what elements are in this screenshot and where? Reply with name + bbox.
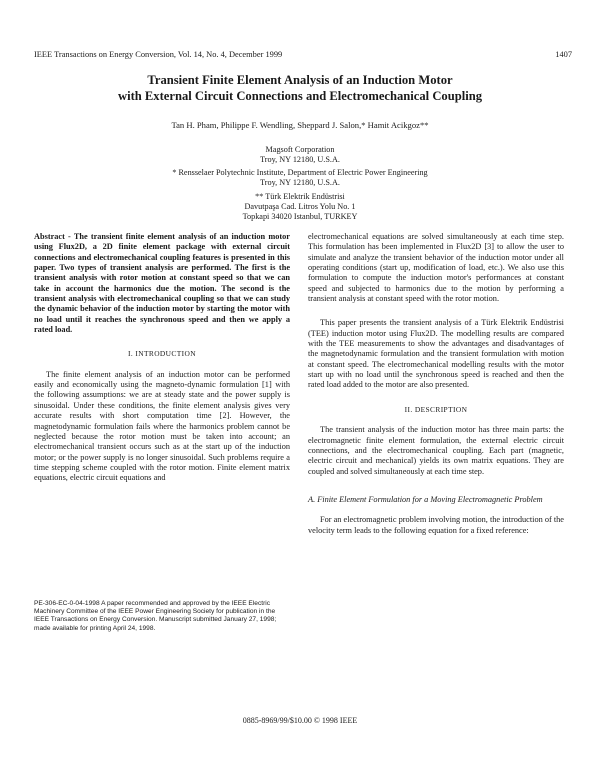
subsection-heading: A. Finite Element Formulation for a Moving Electromagnetic Problem [308,494,543,504]
affiliation-rpi [0,168,600,188]
section-heading-introduction: I. INTRODUCTION [128,349,196,359]
left-column [34,232,290,484]
affiliation-magsoft [0,145,600,165]
affiliation-line: Troy, NY 12180, U.S.A. [260,178,340,187]
affiliation-line: * Rensselaer Polytechnic Institute, Department of Electric Power Engineering [172,168,428,177]
right-column [308,232,564,536]
journal-citation: IEEE Transactions on Energy Conversion, Vol. 14, No. 4, December 1999 [34,50,283,59]
abstract [34,232,290,335]
affiliation-line: ** Türk Elektrik Endüstrisi [255,192,345,201]
page-number: 1407 [555,50,572,59]
affiliation-line: Troy, NY 12180, U.S.A. [260,155,340,164]
paragraph: electromechanical equations are solved simultaneously at each time step. This formulation has been implemented in Flux2D [3] to allow the user to simulate and analyze the transient behavior of the induction motor under all operating conditions (start up, modification of load, etc.). We also use this formulation to compute the induction motor's performances at constant speed and subjected to harmonics due to the motion by performing a transient analysis at constant speed with the rotor motion. [308,232,564,304]
paragraph: For an electromagnetic problem involving motion, the introduction of the velocity term leads to the following equation for a fixed reference: [308,515,564,535]
footnote: PE-306-EC-0-04-1998 A paper recommended and approved by the IEEE Electric Machinery Committee of the IEEE Power Engineering Society for publication in the IEEE Transactions on Energy Conversion. Manuscript submitted January 27, 1998; made available for printing April 24, 1998. [34,600,277,632]
affiliation-line: Magsoft Corporation [265,145,335,154]
paper-title [0,72,600,104]
section-heading-description: II. DESCRIPTION [404,404,468,414]
author-list: Tan H. Pham, Philippe F. Wendling, Sheppard J. Salon,* Hamit Acikgoz** [171,120,429,130]
intro-paragraph: The finite element analysis of an induction motor can be performed easily and economically using the magneto-dynamic formulation [1] with the following assumptions: we are at steady state and the power supply is sinusoidal. Under these conditions, the finite element analysis gives very accurate results with short computation time [2]. However, the magnetodynamic formulation fails where the harmonics problem cannot be neglected because the rotor motion must be taken into account; an electromechanical transient occurs such as at the start up of the induction motor; or the power supply is no longer sinusoidal. Such problems require a time stepping scheme coupled with the rotor motion. Finite element matrix equations, electric circuit equations and [34,369,290,483]
paragraph: This paper presents the transient analysis of a Türk Elektrik Endüstrisi (TEE) induction motor using Flux2D. The modelling results are compared with the TEE measurements to show the advantages and disadvantages of the magnetodynamic formulation and the transient formulation with motion at constant speed. The electromechanical modelling results with the motor start up with no load until the synchronous speed is reached and then the rated load added to the motor are also presented. [308,318,564,390]
paragraph: The transient analysis of the induction motor has three main parts: the electromagnetic finite element formulation, the external electric circuit connections, and the electromechanical coupling. Each part (magnetic, electric circuit and mechanical) yields its own matrix equations. They are coupled and solved simultaneously at each time step. [308,425,564,476]
title-line-2: with External Circuit Connections and Electromechanical Coupling [117,89,483,103]
affiliation-line: Davutpaşa Cad. Litros Yolu No. 1 [244,202,356,211]
affiliation-tee [0,192,600,222]
abstract-label: Abstract [34,232,65,241]
running-header [34,50,572,59]
copyright-footer: 0885-8969/99/$10.00 © 1998 IEEE [242,716,358,725]
abstract-text: - The transient finite element analysis of an induction motor using Flux2D, a 2D finite element package with external circuit connections and electromechanical coupling features is presented in this paper. Two types of transient analysis are performed. The first is the transient analysis with rotor motion at constant speed so that we can take in account the harmonics due the motion. The second is the transient analysis with electromechanical coupling so that we can study the dynamic behavior of the induction motor by starting the motor with no load until it reaches the synchronous speed and then we apply a rated load. [34,232,290,335]
affiliation-line: Topkapi 34020 Istanbul, TURKEY [242,212,358,221]
title-line-1: Transient Finite Element Analysis of an Induction Motor [147,73,453,87]
